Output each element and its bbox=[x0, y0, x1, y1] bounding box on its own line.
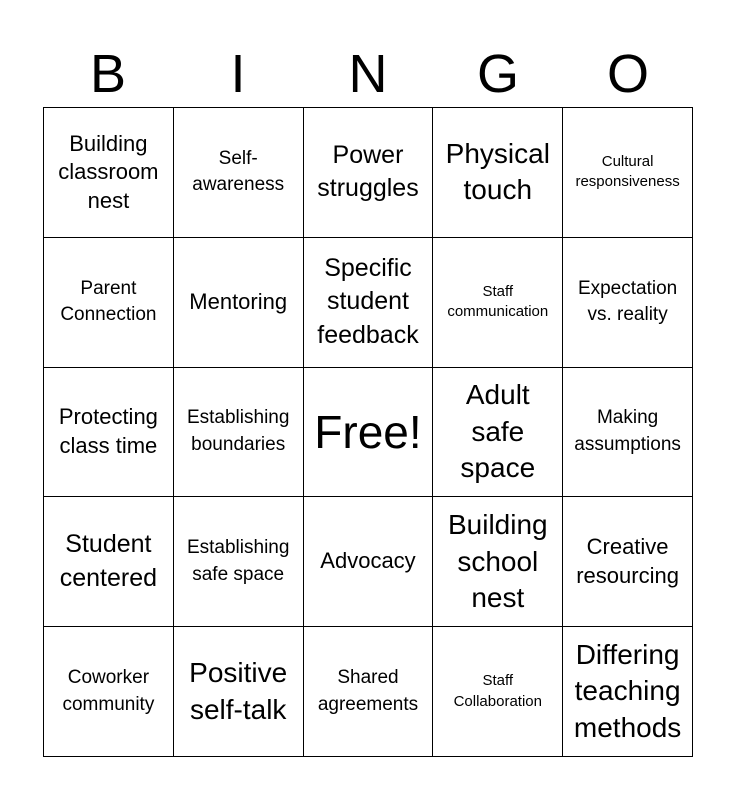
bingo-cell-text: Expectation vs. reality bbox=[577, 277, 678, 326]
bingo-cell-text: Differing teaching methods bbox=[573, 639, 682, 743]
bingo-cell-text: Establishing boundaries bbox=[186, 407, 290, 455]
bingo-board bbox=[43, 107, 693, 757]
bingo-cell[interactable] bbox=[174, 627, 304, 757]
bingo-cell-text: Establishing safe space bbox=[186, 537, 290, 585]
bingo-cell-text: Staff communication bbox=[447, 282, 549, 321]
bingo-cell-text: Making assumptions bbox=[574, 407, 681, 455]
header-letter-n: N bbox=[348, 44, 388, 104]
bingo-cell[interactable] bbox=[304, 108, 434, 238]
bingo-cell[interactable] bbox=[44, 627, 174, 757]
bingo-cell[interactable] bbox=[44, 368, 174, 498]
bingo-cell[interactable] bbox=[304, 627, 434, 757]
bingo-cell-text: Building school nest bbox=[447, 509, 548, 613]
header-letter-b: B bbox=[89, 44, 127, 104]
bingo-cell-text: Self-awareness bbox=[192, 147, 285, 196]
bingo-cell[interactable] bbox=[563, 238, 693, 368]
bingo-cell-text: Shared agreements bbox=[317, 667, 419, 715]
bingo-cell-text: Free! bbox=[314, 405, 422, 458]
bingo-cell[interactable] bbox=[433, 627, 563, 757]
bingo-cell-text: Student centered bbox=[59, 530, 158, 592]
bingo-cell[interactable] bbox=[563, 497, 693, 627]
bingo-cell-text: Positive self-talk bbox=[189, 657, 288, 725]
bingo-cell[interactable] bbox=[44, 497, 174, 627]
header-letter-i: I bbox=[230, 44, 246, 104]
bingo-cell-text: Power struggles bbox=[317, 140, 419, 203]
bingo-cell[interactable] bbox=[563, 108, 693, 238]
bingo-header bbox=[43, 40, 693, 108]
bingo-cell-text: Parent Connection bbox=[60, 277, 157, 326]
bingo-cell[interactable] bbox=[44, 238, 174, 368]
bingo-cell-text: Protecting class time bbox=[58, 404, 158, 458]
free-space-cell[interactable] bbox=[304, 368, 434, 498]
bingo-cell-text: Adult safe space bbox=[460, 379, 536, 484]
bingo-cell-text: Staff Collaboration bbox=[453, 672, 542, 710]
bingo-cell-text: Cultural responsiveness bbox=[575, 153, 680, 191]
bingo-cell[interactable] bbox=[174, 497, 304, 627]
header-letter-g: G bbox=[476, 44, 519, 104]
bingo-cell-text: Physical touch bbox=[445, 138, 550, 206]
bingo-cell-text: Advocacy bbox=[320, 548, 416, 574]
header-letter-o: O bbox=[606, 44, 649, 104]
bingo-cell-text: Creative resourcing bbox=[576, 534, 679, 588]
bingo-cell-text: Mentoring bbox=[189, 288, 288, 314]
bingo-cell[interactable] bbox=[433, 238, 563, 368]
bingo-cell[interactable] bbox=[304, 238, 434, 368]
bingo-cell[interactable] bbox=[433, 497, 563, 627]
bingo-cell[interactable] bbox=[304, 497, 434, 627]
bingo-cell[interactable] bbox=[174, 368, 304, 498]
bingo-cell[interactable] bbox=[433, 108, 563, 238]
bingo-cell[interactable] bbox=[433, 368, 563, 498]
bingo-cell[interactable] bbox=[174, 238, 304, 368]
bingo-cell[interactable] bbox=[44, 108, 174, 238]
bingo-cell[interactable] bbox=[174, 108, 304, 238]
bingo-cell-text: Building classroom nest bbox=[58, 130, 159, 213]
bingo-cell[interactable] bbox=[563, 368, 693, 498]
bingo-cell-text: Specific student feedback bbox=[317, 253, 419, 350]
bingo-cell-text: Coworker community bbox=[62, 667, 155, 715]
bingo-cell[interactable] bbox=[563, 627, 693, 757]
